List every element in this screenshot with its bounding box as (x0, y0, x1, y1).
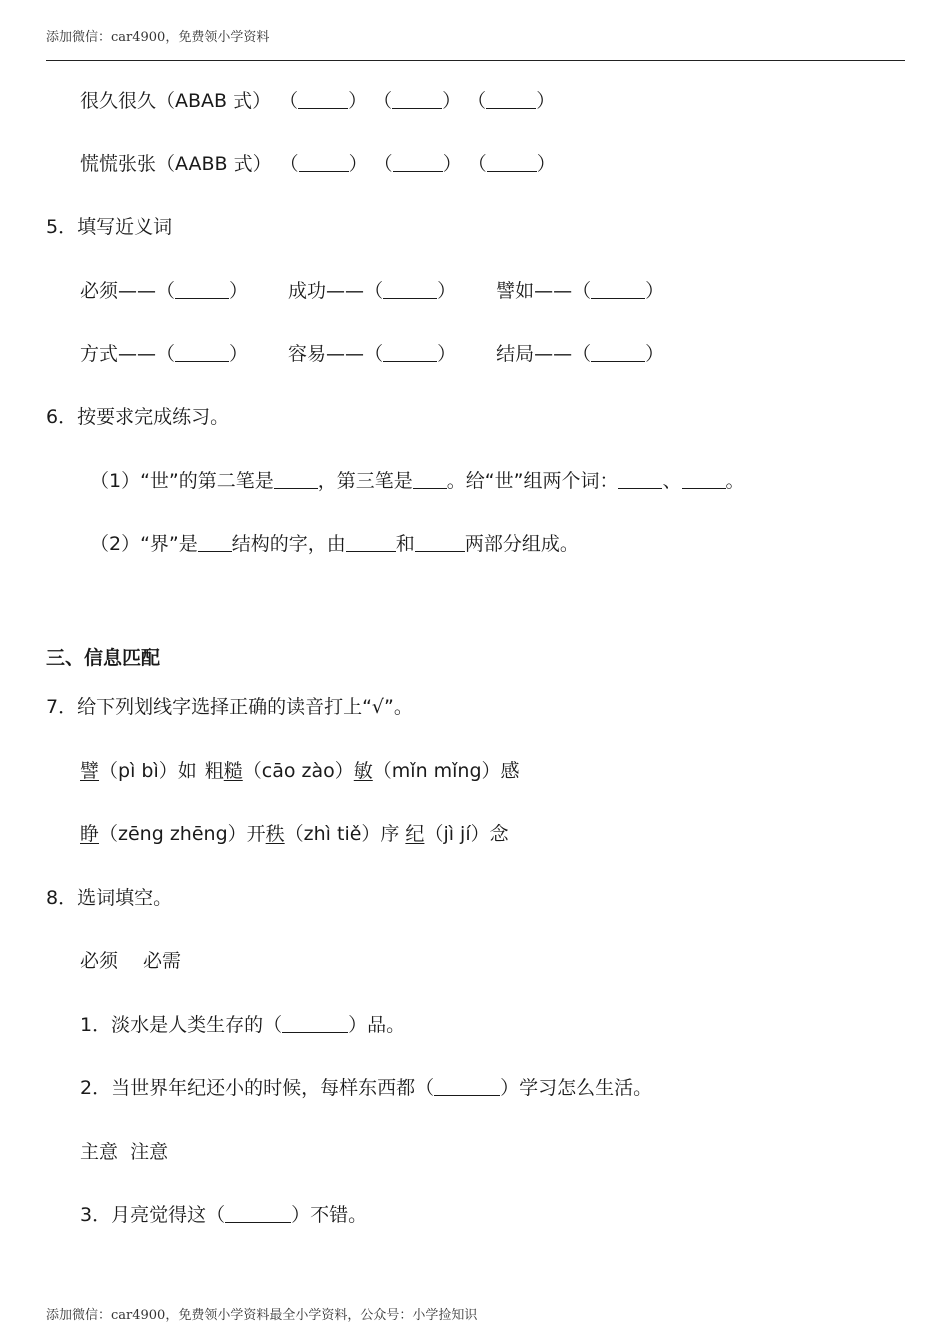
q7-row-1: 譬（pì bì）如 粗糙（cāo zào）敏（mǐn mǐng）感 (80, 760, 520, 782)
synonym-blank[interactable] (591, 343, 645, 362)
fill-blank-1[interactable] (282, 1014, 348, 1033)
aabb-blank-1[interactable] (299, 153, 349, 172)
abab-label: 很久很久（ABAB 式） (80, 90, 272, 112)
q7-title: 7．给下列划线字选择正确的读音打上“√”。 (46, 696, 413, 718)
header-divider (46, 60, 905, 61)
synonym-blank[interactable] (175, 280, 229, 299)
section-title: 三、信息匹配 (46, 647, 161, 669)
structure-blank[interactable] (198, 533, 232, 552)
pinyin-choice[interactable]: （pì bì）如 (99, 760, 197, 782)
stroke-blank-2[interactable] (274, 470, 318, 489)
q6-part-2: （2）“界”是 结构的字，由 和 两部分组成。 (90, 533, 579, 555)
abab-blank-1[interactable] (298, 90, 348, 109)
word-blank-1[interactable] (618, 470, 662, 489)
synonym-blank[interactable] (175, 343, 229, 362)
q8-sentence-2: 2．当世界年纪还小的时候，每样东西都（ ）学习怎么生活。 (80, 1077, 653, 1099)
q6-title: 6．按要求完成练习。 (46, 406, 230, 428)
page-header: 添加微信：car4900，免费领小学资料 (46, 30, 270, 45)
q8-title: 8．选词填空。 (46, 887, 173, 909)
abab-row: 很久很久（ABAB 式） （ ） （ ） （ ） (80, 90, 556, 112)
aabb-label: 慌慌张张（AABB 式） (80, 153, 272, 175)
synonym-blank[interactable] (591, 280, 645, 299)
q7-row-2: 睁（zēng zhēng）开秩（zhì tiě）序 纪（jì jí）念 (80, 823, 509, 845)
pinyin-choice[interactable]: （jì jí）念 (424, 823, 509, 845)
aabb-blank-3[interactable] (487, 153, 537, 172)
page-footer: 添加微信：car4900，免费领小学资料最全小学资料，公众号：小学捡知识 (46, 1308, 478, 1323)
aabb-blank-2[interactable] (393, 153, 443, 172)
fill-blank-2[interactable] (434, 1077, 500, 1096)
pinyin-choice[interactable]: （cāo zào） (242, 760, 354, 782)
pinyin-choice[interactable]: （zēng zhēng）开 (99, 823, 266, 845)
stroke-blank-3[interactable] (413, 470, 447, 489)
synonym-blank[interactable] (383, 343, 437, 362)
q8-sentence-3: 3．月亮觉得这（ ）不错。 (80, 1204, 368, 1226)
component-blank-2[interactable] (415, 533, 465, 552)
q8-sentence-1: 1．淡水是人类生存的（ ）品。 (80, 1014, 406, 1036)
fill-blank-3[interactable] (225, 1204, 291, 1223)
word-blank-2[interactable] (682, 470, 726, 489)
q5-row-1: 必须——（ ） 成功——（ ） 譬如——（ ） (80, 280, 665, 302)
pinyin-choice[interactable]: （mǐn mǐng）感 (372, 760, 520, 782)
word-choices-1: 必须 必需 (80, 950, 182, 972)
q5-title: 5．填写近义词 (46, 216, 173, 238)
q5-row-2: 方式——（ ） 容易——（ ） 结局——（ ） (80, 343, 665, 365)
abab-blank-2[interactable] (392, 90, 442, 109)
q6-part-1: （1）“世”的第二笔是 ，第三笔是 。给“世”组两个词： 、 。 (90, 470, 745, 492)
word-choices-2: 主意 注意 (80, 1141, 169, 1163)
pinyin-choice[interactable]: （zhì tiě）序 (284, 823, 400, 845)
abab-blank-3[interactable] (486, 90, 536, 109)
aabb-row: 慌慌张张（AABB 式） （ ） （ ） （ ） (80, 153, 556, 175)
synonym-blank[interactable] (383, 280, 437, 299)
component-blank-1[interactable] (346, 533, 396, 552)
